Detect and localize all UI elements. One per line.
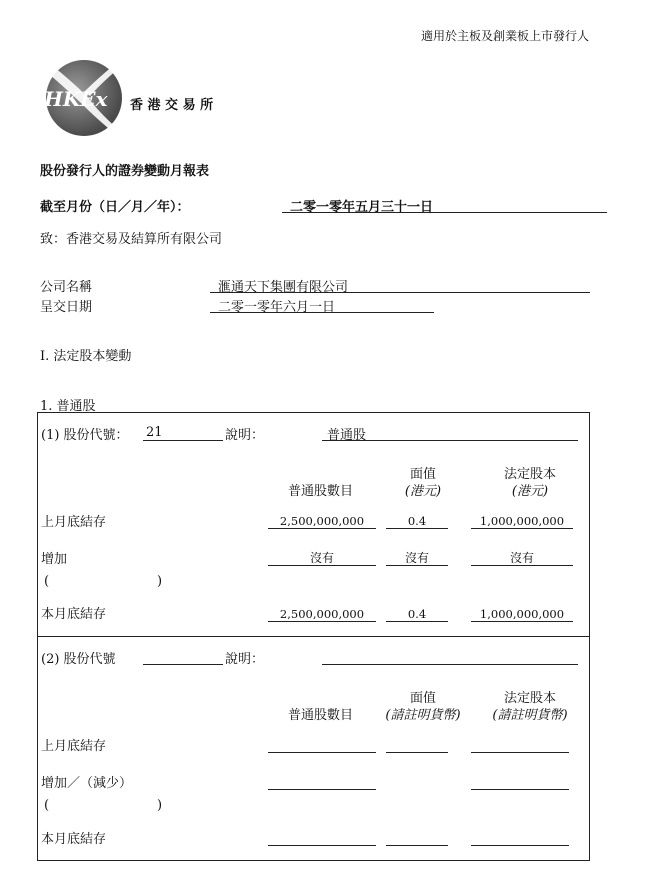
block1-row-end-label: 本月底結存 (41, 607, 107, 622)
block1-add-auth: 沒有 (509, 551, 534, 565)
block-2 (37, 636, 590, 861)
block1-col-par: 面值 (409, 467, 436, 482)
block2-end-auth-field[interactable] (471, 845, 569, 846)
block1-paren-open: ( (44, 574, 50, 589)
form-title: 股份發行人的證券變動月報表 (40, 164, 210, 179)
block1-col-shares: 普通股數目 (288, 484, 354, 499)
block1-col-auth-unit: (港元) (511, 484, 549, 499)
block2-code-label: (2) 股份代號 (41, 652, 116, 667)
block1-paren-close: ) (157, 574, 163, 589)
block2-col-par-unit: (請註明貨幣) (385, 708, 461, 723)
block1-desc-underline (322, 440, 578, 441)
section-title: I. 法定股本變動 (40, 349, 132, 364)
period-underline (282, 212, 607, 213)
block1-row-prev-label: 上月底結存 (41, 515, 107, 530)
hkex-logo-icon (40, 58, 130, 138)
block2-prev-par-field[interactable] (386, 752, 448, 753)
block1-prev-auth-line (471, 528, 573, 529)
applicability-note: 適用於主板及創業板上市發行人 (421, 29, 590, 43)
block1-add-auth-line (471, 565, 573, 566)
block2-col-par: 面值 (409, 691, 436, 706)
block1-end-auth: 1,000,000,000 (479, 607, 565, 621)
block1-prev-shares-line (268, 528, 376, 529)
submit-date-value: 二零一零年六月一日 (218, 300, 336, 315)
block1-add-shares: 沒有 (309, 551, 334, 565)
block1-code-value: 21 (146, 425, 163, 440)
hkex-logo (40, 58, 220, 138)
block1-desc-value: 普通股 (327, 428, 367, 443)
block2-end-par-field[interactable] (386, 845, 448, 846)
block1-add-shares-line (268, 565, 376, 566)
logo-chinese-name: 香 港 交 易 所 (130, 98, 214, 113)
company-label: 公司名稱 (40, 280, 93, 295)
company-value: 滙通天下集團有限公司 (218, 280, 349, 295)
block1-row-add-label: 增加 (41, 552, 68, 567)
block2-row-add-label: 增加／（減少） (41, 776, 133, 791)
block2-desc-label: 說明： (225, 652, 265, 667)
block1-code-label: (1) 股份代號： (41, 428, 129, 443)
block2-col-auth: 法定股本 (503, 691, 556, 706)
block1-desc-label: 說明： (225, 428, 265, 443)
block2-paren-close: ) (157, 798, 163, 813)
block2-prev-shares-field[interactable] (268, 752, 376, 753)
submit-date-underline (210, 312, 434, 313)
block1-code-underline (143, 440, 223, 441)
block1-end-auth-line (471, 621, 573, 622)
block2-row-end-label: 本月底結存 (41, 832, 107, 847)
block2-prev-auth-field[interactable] (471, 752, 569, 753)
block1-col-par-unit: (港元) (404, 484, 442, 499)
period-value: 二零一零年五月三十一日 (290, 200, 434, 215)
block1-end-shares-line (268, 621, 376, 622)
block1-end-shares: 2,500,000,000 (279, 607, 365, 621)
subsection-title: 1. 普通股 (40, 399, 96, 414)
block1-add-par-line (386, 565, 448, 566)
block2-end-shares-field[interactable] (268, 845, 376, 846)
submit-date-label: 呈交日期 (40, 300, 93, 315)
block2-col-shares: 普通股數目 (288, 708, 354, 723)
block1-prev-par: 0.4 (407, 514, 427, 528)
block1-add-par: 沒有 (404, 551, 429, 565)
block1-prev-shares: 2,500,000,000 (279, 514, 365, 528)
block2-col-auth-unit: (請註明貨幣) (492, 708, 568, 723)
block2-paren-open: ( (44, 798, 50, 813)
block1-end-par: 0.4 (407, 607, 427, 621)
block1-prev-par-line (386, 528, 448, 529)
svg-text:HKEx: HKEx (44, 87, 108, 111)
block1-prev-auth: 1,000,000,000 (479, 514, 565, 528)
block2-row-prev-label: 上月底結存 (41, 739, 107, 754)
addressee: 致：香港交易及結算所有限公司 (40, 232, 223, 247)
block1-col-auth: 法定股本 (503, 467, 556, 482)
block2-add-shares-field[interactable] (268, 789, 376, 790)
block2-desc-field[interactable] (322, 664, 578, 665)
period-label: 截至月份（日／月／年）： (40, 200, 190, 215)
block2-add-auth-field[interactable] (471, 789, 569, 790)
block1-end-par-line (386, 621, 448, 622)
company-underline (210, 292, 590, 293)
block2-code-field[interactable] (143, 664, 223, 665)
